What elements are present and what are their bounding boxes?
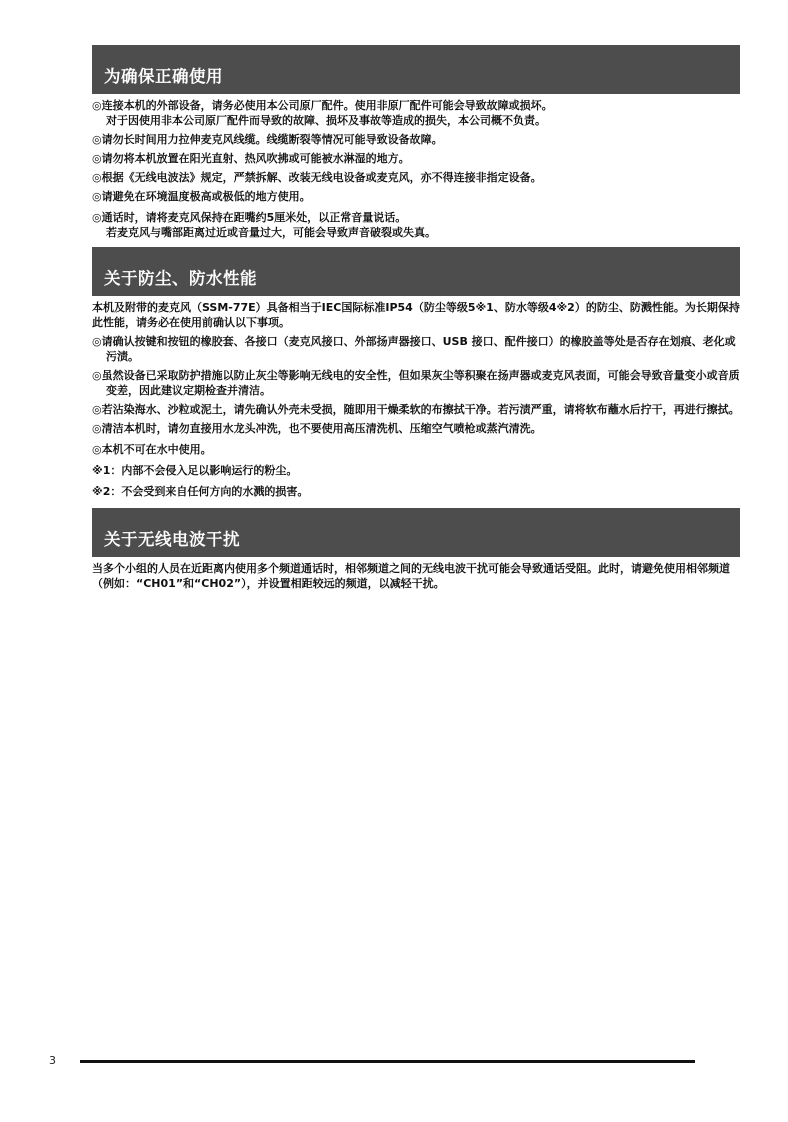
list-item: ◎本机不可在水中使用。 bbox=[92, 443, 212, 456]
list-item: ◎请勿长时间用力拉伸麦克风线缆。线缆断裂等情况可能导致设备故障。 bbox=[92, 133, 443, 146]
section-title: 关于无线电波干扰 bbox=[104, 530, 240, 549]
section-intro: 本机及附带的麦克风（SSM-77E）具备相当于IEC国际标准IP54（防尘等级5※1、防水等级4※2）的防尘、防溅性能。为长期保持此性能，请务必在使用前确认以下事项。 bbox=[92, 301, 740, 329]
list-item: ◎请避免在环境温度极高或极低的地方使用。 bbox=[92, 190, 311, 203]
footer-rule bbox=[80, 1060, 695, 1063]
section-body-radio-interference bbox=[92, 561, 740, 591]
section-body-correct-use bbox=[92, 98, 740, 240]
section-title: 关于防尘、防水性能 bbox=[104, 269, 257, 288]
page-number: 3 bbox=[49, 1054, 56, 1067]
list-item-sub: 若麦克风与嘴部距离过近或音量过大，可能会导致声音破裂或失真。 bbox=[106, 226, 436, 239]
footnote: ※2：不会受到来自任何方向的水溅的损害。 bbox=[92, 485, 309, 498]
section-intro: 当多个小组的人员在近距离内使用多个频道通话时，相邻频道之间的无线电波干扰可能会导致通话受阻。此时，请避免使用相邻频道（例如：“CH01”和“CH02”），并设置相距较远的频道，以减轻干扰。 bbox=[92, 562, 730, 590]
list-item: ◎连接本机的外部设备，请务必使用本公司原厂配件。使用非原厂配件可能会导致故障或损坏。 bbox=[92, 99, 553, 112]
list-item: ◎若沾染海水、沙粒或泥土，请先确认外壳未受损，随即用干燥柔软的布擦拭干净。若污渍严重，请将软布蘸水后拧干，再进行擦拭。 bbox=[92, 403, 740, 416]
section-header-radio-interference bbox=[92, 508, 740, 557]
list-item: ◎虽然设备已采取防护措施以防止灰尘等影响无线电的安全性，但如果灰尘等积聚在扬声器或麦克风表面，可能会导致音量变小或音质变差，因此建议定期检查并清洁。 bbox=[92, 369, 740, 397]
section-body-dust-water bbox=[92, 300, 740, 499]
list-item: ◎请确认按键和按钮的橡胶套、各接口（麦克风接口、外部扬声器接口、USB 接口、配件接口）的橡胶盖等处是否存在划痕、老化或污渍。 bbox=[92, 335, 736, 363]
list-item: ◎根据《无线电波法》规定，严禁拆解、改装无线电设备或麦克风，亦不得连接非指定设备。 bbox=[92, 171, 542, 184]
list-item: ◎清洁本机时，请勿直接用水龙头冲洗，也不要使用高压清洗机、压缩空气喷枪或蒸汽清洗。 bbox=[92, 422, 542, 435]
list-item-sub: 对于因使用非本公司原厂配件而导致的故障、损坏及事故等造成的损失，本公司概不负责。 bbox=[106, 114, 546, 127]
section-header-correct-use bbox=[92, 45, 740, 94]
list-item: ◎通话时，请将麦克风保持在距嘴约5厘米处，以正常音量说话。 bbox=[92, 211, 407, 224]
section-header-dust-water bbox=[92, 247, 740, 296]
section-title: 为确保正确使用 bbox=[104, 67, 223, 86]
list-item: ◎请勿将本机放置在阳光直射、热风吹拂或可能被水淋湿的地方。 bbox=[92, 152, 410, 165]
page-content bbox=[92, 45, 740, 591]
footnote: ※1：内部不会侵入足以影响运行的粉尘。 bbox=[92, 464, 298, 477]
